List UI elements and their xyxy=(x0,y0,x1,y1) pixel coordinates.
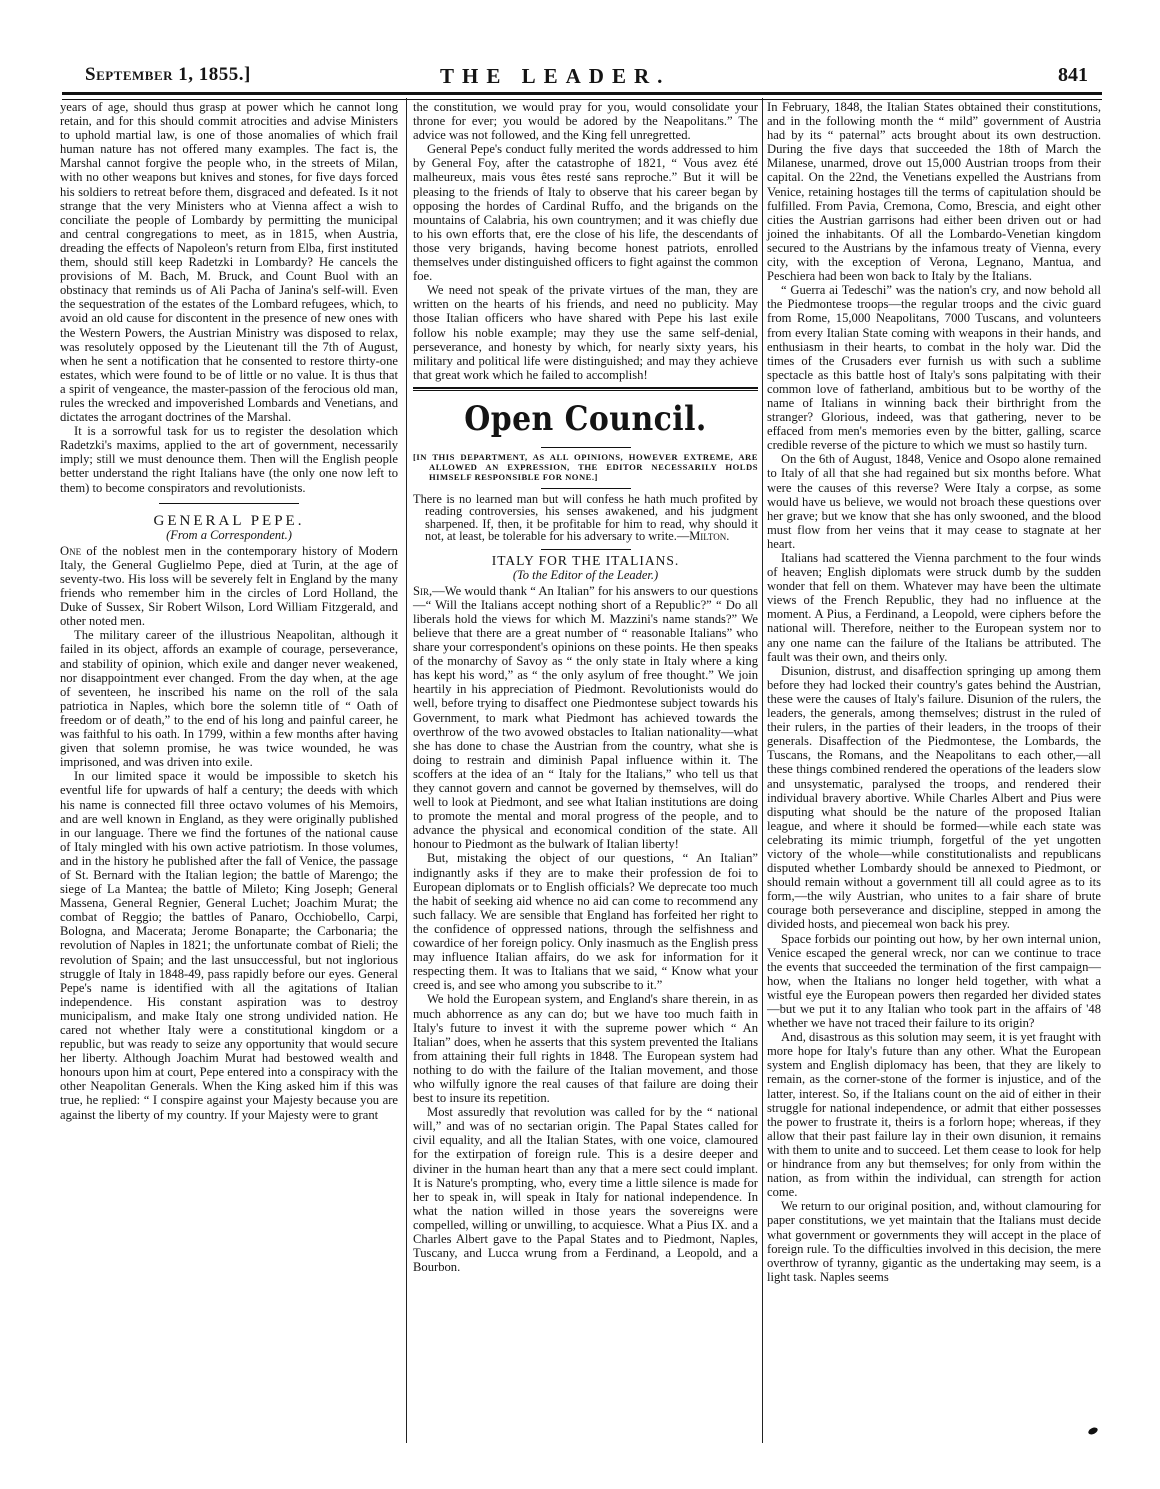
open-council-heading: Open Council. xyxy=(464,398,707,439)
article-paragraph: Disunion, distrust, and disaffection springing up among them before they had locked their country's gates behind the Austrian, these were the causes of Italy's failure. Disunion of the rulers, the leaders, the generals, among themselves; distrust in the ruled of their rulers, in the parties of their leaders, in the troops of their generals. Disaffection of the Piedmontese, the Lombards, the Tuscans, the Romans, and the Neapolitans to each other,—all these things combined rendered the operations of the leaders slow and unsystematic, paralysed the troops, and rendered their individual bravery abortive. While Charles Albert and Pius were disputing what should be the nature of the proposed Italian league, and where it should be formed—while each state was celebrating its mimic triumph, forgetful of the yet ungotten victory of the whole—while constitutionalists and republicans disputed whether Lombardy should be annexed to Piedmont, or should remain without a government till all could agree as to its form,—the wily Austrian, who unites to a fair share of brute courage both perseverance and discipline, stepped in among the divided hosts, and piecemeal won back his prey. xyxy=(767,663,1101,932)
article-paragraph: the constitution, we would pray for you, would consolidate your throne for ever; you would be adored by the Neapolitans.” The advice was not followed, and the King fell unregretted. xyxy=(413,100,758,143)
column-3 xyxy=(767,100,1101,1284)
article-paragraph: Most assuredly that revolution was called for by the “ national will,” and was of no sectarian origin. The Papal States called for civil equality, and all the Italian States, with one voice, clamoured for the extirpation of foreign rule. This is a desire deeper and diviner in the human heart than any that a mere sect could implant. It is Nature's prompting, who, every time a little silence is made for her to speak in, will speak in Italy for national independence. In what the nation willed in those years the sovereigns were compelled, willing or unwilling, to acquiesce. What a Pius IX. and a Charles Albert gave to the Papal States and to Piedmont, Naples, Tuscany, and Lucca wrung from a Ferdinand, a Leopold, and a Bourbon. xyxy=(413,1105,758,1275)
article-paragraph: In our limited space it would be impossible to sketch his eventful life for upwards of half a century; the deeds with which his name is connected fill three octavo volumes of his Memoirs, and are well known in England, as they were originally published in our language. There we find the fortunes of the national cause of Italy mingled with his own active patriotism. In those volumes, and in the history he published after the fall of Venice, the passage of St. Bernard with the Italian legion; the battle of Marengo; the siege of La Mantea; the battle of Mileto; King Joseph; General Massena, General Regnier, General Luchet; Joachim Murat; the combat of Reggio; the battles of Panaro, Occhiobello, Carpi, Bologna, and Macerata; Jerome Bonaparte; the Carbonaria; the revolution of Naples in 1821; the unfortunate combat of Rieli; the revolution of Spain; and the last unsuccessful, but not inglorious struggle of Italy in 1848-49, pass rapidly before our eyes. General Pepe's name is identified with all the agitations of Italian independence. His constant aspiration was to destroy municipalism, and make Italy one strong undivided nation. He cared not whether Italy were a constitutional kingdom or a republic, but was ready to seize any opportunity that would secure her liberty. Although Joachim Murat had bestowed wealth and honours upon him at court, Pepe entered into a conspiracy with the other Neapolitan Generals. When the King asked him if this was true, he replied: “ I conspire against your Majesty because you are against the liberty of my country. If your Majesty were to grant xyxy=(60,769,398,1122)
editorial-notice: [IN THIS DEPARTMENT, AS ALL OPINIONS, HOWEVER EXTREME, ARE ALLOWED AN EXPRESSION, THE EDITOR NECESSARILY HOLDS HIMSELF RESPONSIBLE FOR NONE.] xyxy=(413,451,758,482)
lead-word: One xyxy=(60,543,82,558)
paragraph-text: —We would thank “ An Italian” for his answers to our questions—“ Will the Italians accept nothing short of a Republic?” “ Do all liberals hold the views for which M. Mazzini's name stands?” We believe that there are a great number of “ reasonable Italians” who share your correspondent's opinions on these points. He then speaks of the monarchy of Savoy as “ the only state in Italy where a king has kept his word,” as “ the only asylum of free thought.” We join heartily in his appreciation of Piedmont. Revolutionists would do well, before trying to disaffect one Piedmontese subject towards his Government, to mark what Piedmont has achieved towards the overthrow of the two avowed obstacles to Italian nationality—what she has done to chase the Austrian from the country, what she is doing to restrain and diminish Papal influence within it. The scoffers at the idea of an “ Italy for the Italians,” who tell us that they cannot govern and cannot be governed by themselves, will do well to look at Piedmont, and see what Italian institutions are doing to promote the mental and moral progress of the people, and to advance the physical and economical condition of the state. All honour to Piedmont as the bulwark of Italian liberty! xyxy=(413,583,758,852)
article-paragraph xyxy=(60,544,398,629)
quote-rule xyxy=(541,549,631,550)
article-paragraph: On the 6th of August, 1848, Venice and Osopo alone remained to Italy of all that she had regained but six months before. What were the causes of this reverse? Were Italy a corpse, as some would have us believe, we would not broach these questions over her grave; but we know that she has only swooned, and the blood must flow from her veins that it may cease to stagnate at her heart. xyxy=(767,452,1101,551)
article-paragraph: General Pepe's conduct fully merited the words addressed to him by General Foy, after the catastrophe of 1821, “ Vous avez été malheureux, mais vous êtes resté sans reproche.” But it will be pleasing to the friends of Italy to observe that his career began by opposing the hordes of Cardinal Ruffo, and the brigands on the mountains of Calabria, his own countrymen; and it was chiefly due to his own efforts that, ere the close of his life, the descendants of those very brigands, having become honest patriots, enrolled themselves under distinguished officers to fight against the common foe. xyxy=(413,142,758,284)
letter-subtitle: (To the Editor of the Leader.) xyxy=(512,567,659,582)
newspaper-title: THE LEADER. xyxy=(440,64,671,88)
article-paragraph: We hold the European system, and England's share therein, in as much abhorrence as any can do; but we have too much faith in Italy's future to invest it with the supreme power which “ An Italian” does, when he asserts that this system prevented the Italians from attaining their full rights in 1848. The European system had nothing to do with the failure of the Italian movement, and those who wilfully ignore the real causes of that failure are doing their best to insure its repetition. xyxy=(413,992,758,1106)
notice-rule xyxy=(541,488,631,489)
article-paragraph: Italians had scattered the Vienna parchment to the four winds of heaven; English diplomats were struck dumb by the sudden wonder that fell on them. Whatever may have been the ultimate views of the French Republic, they had no influence at the moment. A Pius, a Ferdinand, a Leopold, were ciphers before the national will. Therefore, neither to the European system nor to any one name can the failure of the Italians be attributed. The fault was their own, and theirs only. xyxy=(767,551,1101,664)
section-byline: (From a Correspondent.) xyxy=(166,527,292,542)
section-divider xyxy=(159,503,299,504)
ink-blot-mark xyxy=(1087,1426,1099,1436)
article-paragraph: The military career of the illustrious Neapolitan, although it failed in its object, affords an example of courage, perseverance, and stability of opinion, which exile and danger never weakened, nor disappointment ever changed. From the day when, at the age of seventeen, he inscribed his name on the roll of the sala patriotica in Naples, which bore the solemn title of “ Oath of freedom or of death,” to the end of his long and painful career, he was faithful to his oath. In 1799, within a few months after having given that solemn promise, he was twice wounded, he was imprisoned, and was driven into exile. xyxy=(60,628,398,770)
heading-rule xyxy=(541,447,631,448)
quote-author: Milton. xyxy=(689,529,730,544)
article-paragraph: And, disastrous as this solution may seem, it is yet fraught with more hope for Italy's future than any other. What the European system and English diplomacy has been, that they are likely to remain, as the corner-stone of the former is injustice, and of the latter, interest. So, if the Italians count on the aid of either in their struggle for national independence, or admit that either possesses the power to frustrate it, theirs is a forlorn hope; whereas, if they allow that their past failure lay in their own disunion, it remains with them to unite and to succeed. Let them cease to look for help or hindrance from any but themselves; for only from within the nation, as from within the individual, can strength for action come. xyxy=(767,1030,1101,1200)
article-paragraph: Space forbids our pointing out how, by her own internal union, Venice escaped the general wreck, nor can we continue to trace the events that succeeded the termination of the first campaign—how, when the Italians no longer held together, with what a wistful eye the European powers then regarded her divided states—but we put it to any Italian who took part in the affairs of '48 whether we have not traced their failure to its origin? xyxy=(767,931,1101,1031)
article-paragraph: “ Guerra ai Tedeschi” was the nation's cry, and now behold all the Piedmontese troops—the regular troops and the civic guard from Rome, 15,000 Neapolitans, 7000 Tuscans, and volunteers from every Italian State coming with weapons in their hands, and enthusiasm in their hearts, to combat in the holy war. Did the times of the Crusaders ever furnish us with such a sublime spectacle as this battle host of Italy's sons palpitating with their common love of fatherland, ambitious but to be worthy of the name of Italians in winning back their birthright from the stranger? Glorious, indeed, was that gathering, never to be effaced from men's memories even by the bitter, galling, scarce credible reverse of the picture to which we must so hastily turn. xyxy=(767,283,1101,453)
article-paragraph: We need not speak of the private virtues of the man, they are written on the hearts of his friends, and need no publicity. May those Italian officers who have shared with Pepe his last exile follow his noble example; may they use the same self-denial, perseverance, and honesty by which, for nearly sixty years, his military and political life were distinguished; and may they achieve that great work which he failed to accomplish! xyxy=(413,283,758,382)
article-paragraph xyxy=(413,584,758,852)
paragraph-text: of the noblest men in the contemporary history of Modern Italy, the General Guglielmo Pepe, died at Turin, at the age of seventy-two. His loss will be severely felt in England by the many friends who remember him in the circles of Lord Holland, the Duke of Sussex, Sir Robert Wilson, Lord William Fitzgerald, and other noted men. xyxy=(60,543,398,629)
column-1 xyxy=(60,100,398,1122)
article-paragraph: It is a sorrowful task for us to register the desolation which Radetzki's maxims, applied to the art of government, necessarily imply; still we must denounce them. Then will the English people better understand the right Italians have (the only one now left to them) to become conspirators and revolutionists. xyxy=(60,424,398,495)
column-divider xyxy=(762,98,763,1443)
column-divider xyxy=(406,98,407,1443)
article-paragraph: In February, 1848, the Italian States obtained their constitutions, and in the following month the “ mild” government of Austria had by its “ paternal” acts brought about its own destruction. During the five days that succeeded the 18th of March the Milanese, unarmed, drove out 15,000 Austrian troops from their capital. On the 22nd, the Venetians expelled the Austrians from Venice, retaining hostages till the terms of capitulation should be fulfilled. From Pavia, Cremona, Como, Brescia, and eight other cities the Austrian garrisons had either been driven out or had joined the inhabitants. Of all the Lombardo-Venetian kingdom secured to the Austrians by the infamous treaty of Vienna, every city, with the exception of Verona, Legnano, Mantua, and Peschiera had been won back to Italy by the Italians. xyxy=(767,100,1101,284)
article-paragraph: years of age, should thus grasp at power which he cannot long retain, and for this should commit atrocities and advise Ministers to uphold martial law, is one of those anomalies of which frail human nature has not offered many examples. The fact is, the Marshal cannot forgive the people who, in the streets of Milan, with no other weapons but knives and stones, for five days forced his soldiers to retreat before them, disgraced and defeated. Is it not strange that the very Ministers who at Vienna affect a wish to conciliate the people of Lombardy by permitting the municipal and central congregations to meet, as in 1815, when Austria, dreading the effects of Napoleon's return from Elba, first instituted them, should still keep Radetzki in Lombardy? He cancels the provisions of M. Bach, M. Bruck, and Count Buol with an obstinacy that reminds us of Ali Pacha of Janina's self-will. Even the sequestration of the estates of the Lombard refugees, which, to avoid an old cause for discontent in the presence of new ones with the Western Powers, the Austrian Ministry was disposed to relax, was resolutely opposed by the Lieutenant till the 7th of August, when he sent a notification that he consented to restore thirty-one estates, which were found to be of little or no value. It is thus that a spirit of vengeance, the master-passion of the ferocious old man, rules the wrecked and impoverished Lombards and Venetians, and dictates the arrogant doctrines of the Marshal. xyxy=(60,100,398,425)
letter-title: ITALY FOR THE ITALIANS. xyxy=(491,552,680,568)
column-2 xyxy=(413,100,758,1274)
page-number: 841 xyxy=(1058,64,1088,86)
milton-quote xyxy=(413,493,758,543)
section-title-general-pepe: GENERAL PEPE. xyxy=(153,512,305,529)
salutation: Sir, xyxy=(413,583,433,598)
quote-text: There is no learned man but will confess he hath much profited by reading controversies, his senses awakened, and his judgment sharpened. If, then, it be profitable for him to read, why should it not, at least, be tolerable for his adversary to write.— xyxy=(413,491,758,544)
section-double-rule xyxy=(413,387,758,391)
masthead-rule xyxy=(62,92,1102,100)
issue-date: September 1, 1855.] xyxy=(85,64,251,85)
page-masthead xyxy=(60,60,1100,92)
article-paragraph: We return to our original position, and, without clamouring for paper constitutions, we yet maintain that the Italians must decide what government or governments they will accept in the place of foreign rule. To the difficulties involved in this decision, the mere overthrow of tyranny, gigantic as the undertaking may seem, is a light task. Naples seems xyxy=(767,1199,1101,1284)
article-paragraph: But, mistaking the object of our questions, “ An Italian” indignantly asks if they are to make their profession de foi to European diplomats or to English officials? We deprecate too much the habit of seeking aid whence no aid can come to recommend any such fallacy. We are sensible that England has forfeited her right to the confidence of oppressed nations, through the selfishness and cowardice of her foreign policy. Only inasmuch as the English press may influence Italian affairs, do we ask for information for it respecting them. It was to Italians that we said, “ Know what your creed is, and see who among you subscribe to it.” xyxy=(413,851,758,993)
